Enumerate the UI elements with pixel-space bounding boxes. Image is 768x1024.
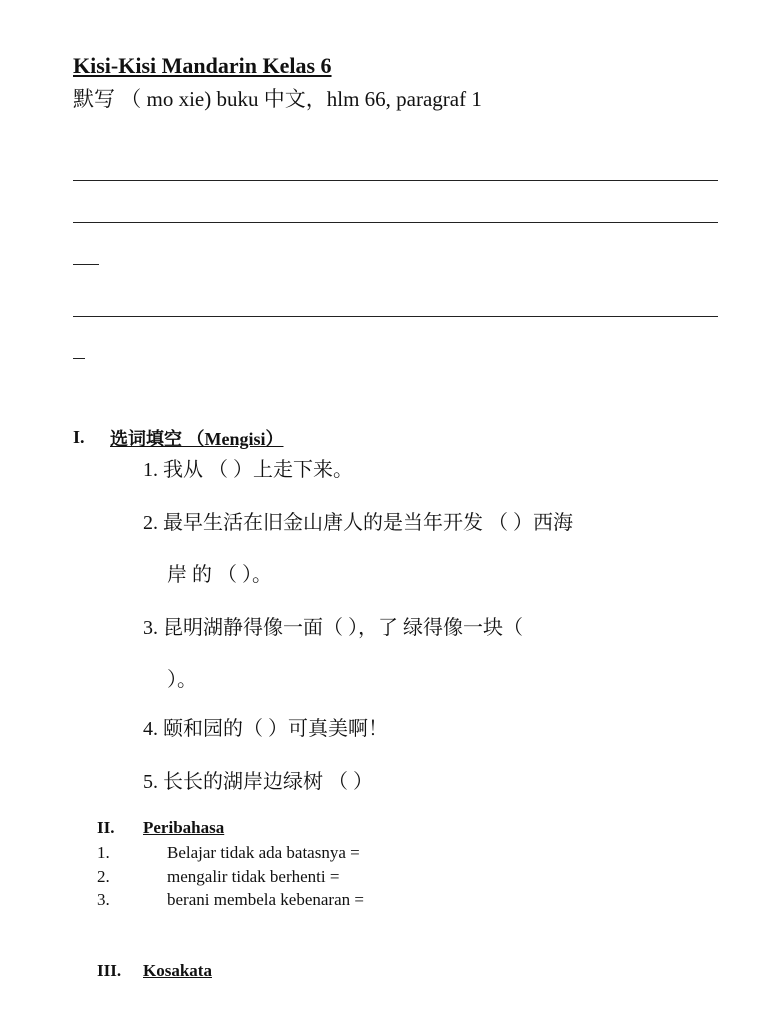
section-number: I. (73, 427, 85, 447)
list-item: berani membela kebenaran = (167, 890, 364, 909)
answer-line (73, 222, 718, 223)
section-number: III. (97, 961, 122, 980)
document-title: Kisi-Kisi Mandarin Kelas 6 (73, 53, 332, 78)
section-title: Peribahasa (143, 818, 225, 837)
fill-blank-question: 1. 我从 （ ）上走下来。 (143, 459, 353, 481)
fill-blank-question-continued: 岸 的 （ ）。 (167, 564, 272, 586)
list-item: mengalir tidak berhenti = (167, 867, 340, 886)
list-item-number: 3. (97, 890, 110, 909)
fill-blank-question: 5. 长长的湖岸边绿树 （ ） (143, 771, 373, 793)
section-title: 选词填空 （Mengisi） (110, 429, 284, 449)
list-item-number: 2. (97, 867, 110, 886)
list-item: Belajar tidak ada batasnya = (167, 843, 360, 862)
fill-blank-question: 4. 颐和园的（ ）可真美啊！ (143, 718, 388, 740)
dictation-instruction: 默写 （ mo xie) buku 中文，hlm 66, paragraf 1 (73, 87, 482, 111)
answer-line (73, 316, 718, 317)
answer-line (73, 358, 85, 359)
fill-blank-question: 3. 昆明湖静得像一面（ ），了 绿得像一块（ (143, 617, 523, 639)
answer-line (73, 180, 718, 181)
section-number: II. (97, 818, 115, 837)
fill-blank-question: 2. 最早生活在旧金山唐人的是当年开发 （ ）西海 (143, 512, 573, 534)
section-title: Kosakata (143, 961, 212, 980)
answer-line (73, 264, 99, 265)
list-item-number: 1. (97, 843, 110, 862)
fill-blank-question-continued: ）。 (167, 669, 197, 691)
